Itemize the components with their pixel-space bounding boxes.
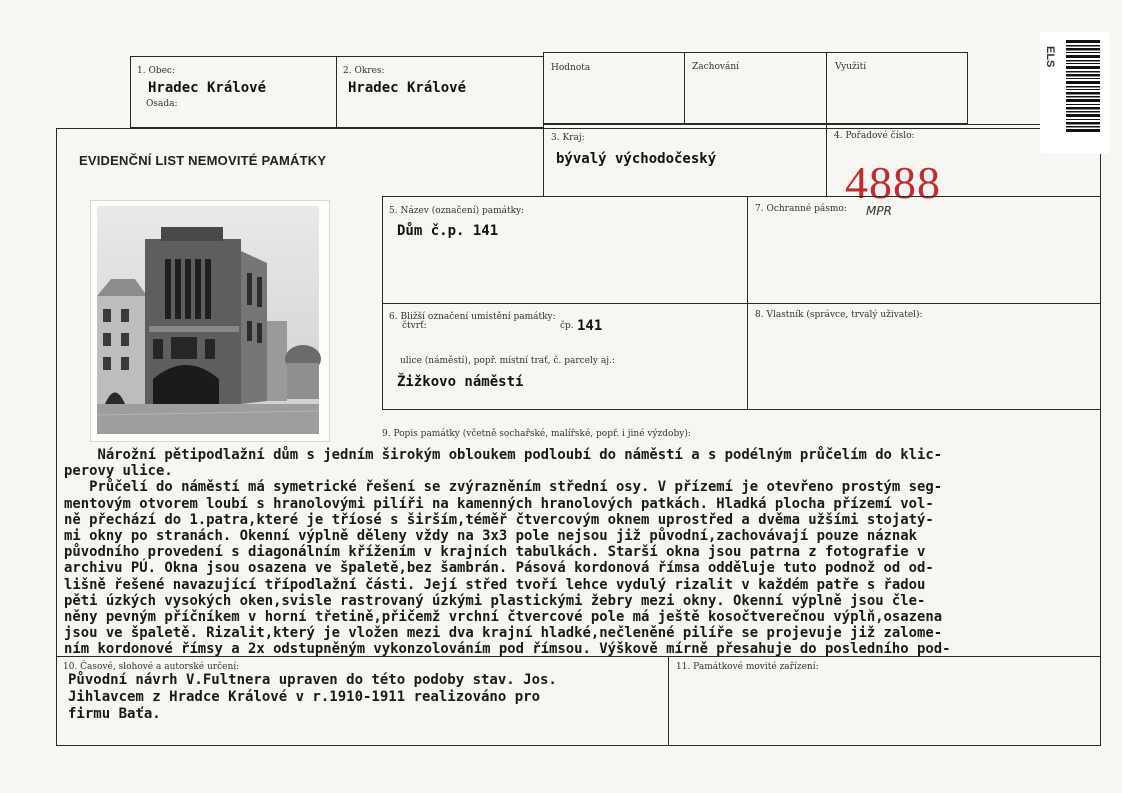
okres-value: Hradec Králové [348, 80, 467, 96]
casove-urceni-label: 10. Časové, slohové a autorské určení: [63, 662, 240, 672]
kraj-value: bývalý východočeský [556, 151, 717, 167]
popis-text: Nárožní pětipodlažní dům s jedním širokým obloukem podloubí do náměstí a s podélným průčelím do klic- perovy ulice. Průčelí do náměstí má symetrické řešení se zvýrazněním střední osy. V přízemí je otevřeno prostým seg- mentovým otvorem loubí s hranolovými pilíři na kamenných hranolových patkách. Hladká plocha přízemí vol- ně přechází do 1.patra,které je tříosé s širším,téměř čtvercovým oknem uprostřed a dvěma užšími stojatý- mi okny po stranách. Okenní výplně děleny vždy na 3x3 pole nejsou již původní,zachovávají pouze náznak původního provedení s diagonálním křížením v krajních tabulkách. Starší okna jsou patrna z fotografie v archivu PÚ. Okna jsou osazena ve špaletě,bez šambrán. Pásová kordonová římsa odděluje tuto podnož od od- lišně řešené navazující třípodlažní části. Její střed tvoří lehce vydulý rizalit v každém patře s řadou pěti úzkých vysokých oken,svisle rastrovaný úzkými plastickými žebry mezi okny. Okenní výplně jsou čle- něny pevným příčníkem v horní třetině,přičemž vrchní čtvercové pole má ještě kosočtverečnou výplň,osazena jsou ve špaletě. Rizalit,který je vložen mezi dva krajní hladké,nečleněné pilíře se projevuje již zalome- ním kordonové římsy a 2x odstupněným vykonzolováním pod římsou. Výškově mírně přesahuje do posledního pod- [64, 447, 951, 658]
movite-zarizeni-label: 11. Památkové movité zařízení: [676, 662, 819, 672]
building-photo-image [91, 201, 329, 441]
poradove-cislo-value: 4888 [845, 157, 941, 208]
ulice-value: Žižkovo náměstí [397, 374, 524, 390]
monument-photo [90, 200, 330, 442]
bottom-vertical-divider [668, 656, 669, 746]
okres-label: 2. Okres: [343, 66, 385, 76]
ctvrt-label: čtvrť: [402, 321, 427, 331]
barcode-icon [1066, 40, 1100, 132]
poradove-cislo-label: 4. Pořadové číslo: [834, 131, 915, 141]
umisteni-label: 6. Bližší označení umístění památky: [389, 312, 556, 322]
obec-value: Hradec Králové [148, 80, 267, 96]
vyuziti-label: Využití [835, 62, 867, 72]
casove-urceni-text: Původní návrh V.Fultnera upraven do této podoby stav. Jos. Jihlavcem z Hradce Králové v r.1910-1911 realizováno pro firmu Baťa. [68, 672, 557, 722]
nazev-value: Dům č.p. 141 [397, 223, 499, 239]
hodnota-label: Hodnota [551, 63, 591, 73]
bottom-divider [56, 656, 1101, 657]
popis-label: 9. Popis památky (včetně sochařské, malířské, popř. i jiné výzdoby): [382, 429, 691, 439]
vlastnik-label: 8. Vlastník (správce, trvalý uživatel): [755, 310, 923, 320]
osada-label: Osada: [146, 99, 178, 109]
nazev-label: 5. Název (označení) památky: [389, 206, 525, 216]
ochranne-pasmo-label: 7. Ochranné pásmo: [755, 204, 847, 214]
kraj-label: 3. Kraj: [551, 133, 585, 143]
cp-label: čp. [560, 321, 574, 331]
zachovani-label: Zachování [692, 62, 739, 72]
ulice-label: ulice (náměstí), popř. místní trať, č. parcely aj.: [400, 356, 615, 366]
barcode-sticker [1040, 32, 1110, 154]
sheet-title: EVIDENČNÍ LIST NEMOVITÉ PAMÁTKY [79, 153, 327, 168]
ochranne-pasmo-value: MPR [866, 204, 892, 218]
cp-value: 141 [577, 318, 603, 334]
barcode-text: ELS [1044, 46, 1056, 68]
obec-label: 1. Obec: [137, 66, 175, 76]
